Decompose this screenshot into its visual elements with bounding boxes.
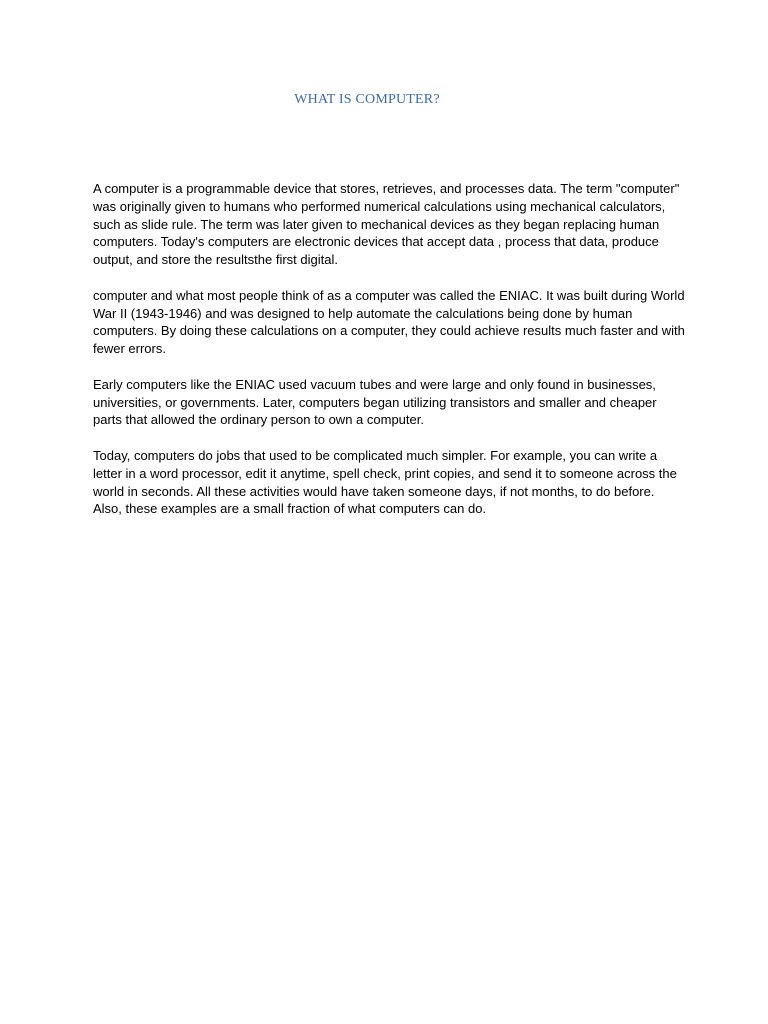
paragraph-3: Early computers like the ENIAC used vacuum tubes and were large and only found in businesses, universities, or governments. Later, computers began utilizing transistors and smaller and cheaper parts that allowed the ordinary person to own a computer. (93, 376, 657, 428)
document-body (93, 180, 685, 536)
document-title: WHAT IS COMPUTER? (294, 92, 440, 107)
paragraph-4: Today, computers do jobs that used to be complicated much simpler. For example, you can write a letter in a word processor, edit it anytime, spell check, print copies, and send it to someone across the world in seconds. All these activities would have taken someone days, if not months, to do before. Also, these examples are a small fraction of what computers can do. (93, 447, 677, 517)
paragraph-2: computer and what most people think of as a computer was called the ENIAC. It was built during World War II (1943-1946) and was designed to help automate the calculations being done by human computers. By doing these calculations on a computer, they could achieve results much faster and with fewer errors. (93, 287, 685, 357)
paragraph-1: A computer is a programmable device that stores, retrieves, and processes data. The term "computer" was originally given to humans who performed numerical calculations using mechanical calculators, such as slide rule. The term was later given to mechanical devices as they began replacing human computers. Today's computers are electronic devices that accept data , process that data, produce output, and store the resultsthe first digital. (93, 181, 680, 268)
